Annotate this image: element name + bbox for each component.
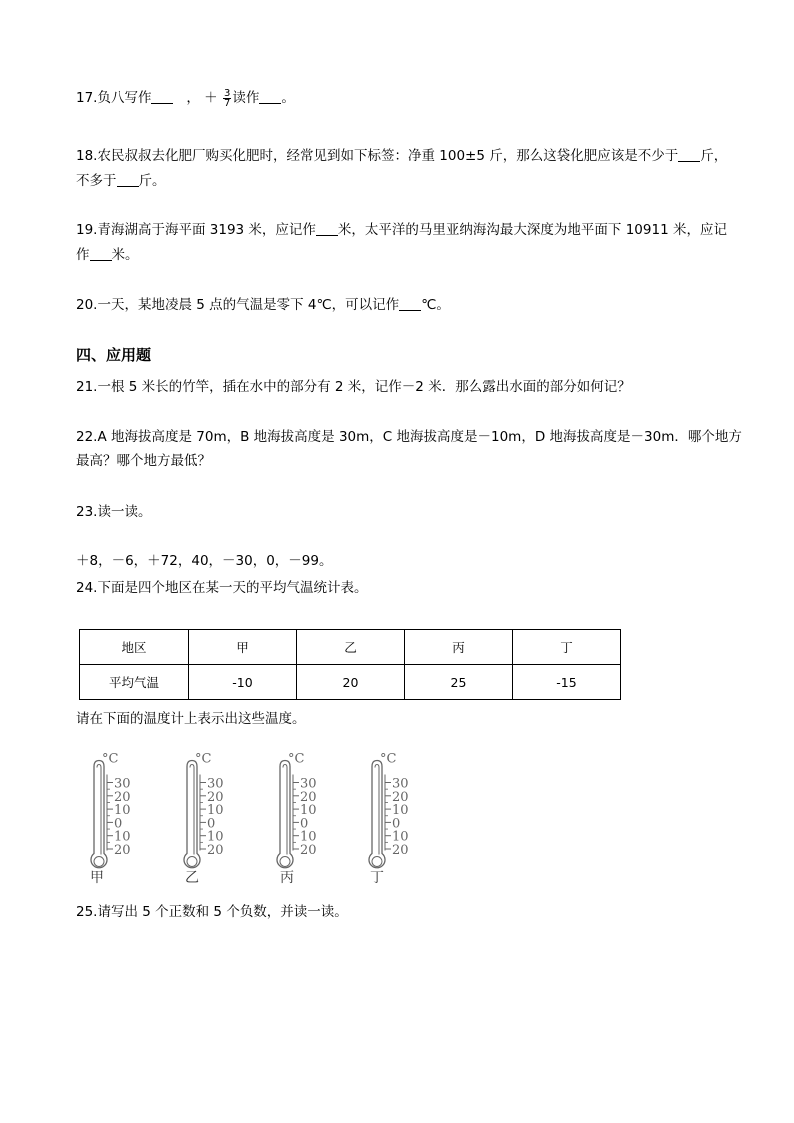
table-cell: 25: [405, 665, 513, 700]
scale-label: 30: [392, 776, 409, 792]
answer-blank[interactable]: [90, 246, 112, 261]
thermometer[interactable]: [88, 738, 168, 888]
scale-label: 10: [392, 829, 409, 845]
table-cell: 20: [297, 665, 405, 700]
scale-label: 20: [207, 843, 224, 858]
question-22-line-1: 22.A 地海拔高度是 70m，B 地海拔高度是 30m，C 地海拔高度是－10m，D 地海拔高度是－30m．哪个地方: [76, 429, 742, 445]
table-row: [80, 630, 621, 665]
question-19-line-1: 19.青海湖高于海平面 3193 米，应记作 米，太平洋的马里亚纳海沟最大深度为地平面下 10911 米，应记: [76, 222, 727, 238]
table-cell: -10: [189, 665, 297, 700]
thermometer-bore: [97, 765, 101, 855]
scale-label: 0: [114, 816, 123, 832]
question-17: 17.负八写作 ， ＋ $\frac{3}{7}$ 读作 。: [76, 87, 295, 109]
thermometer[interactable]: [366, 738, 446, 888]
scale-label: 20: [392, 789, 409, 805]
question-25: 25.请写出 5 个正数和 5 个负数，并读一读。: [76, 904, 348, 920]
question-20: 20.一天，某地凌晨 5 点的气温是零下 4℃，可以记作 ℃。: [76, 297, 450, 313]
unit-label: °C: [195, 751, 212, 767]
answer-blank[interactable]: [399, 296, 421, 311]
question-22-line-2: 最高？哪个地方最低？: [76, 453, 211, 469]
scale-label: 10: [207, 829, 224, 845]
thermometer-bulb: [280, 857, 290, 867]
question-23-title: 23.读一读。: [76, 504, 152, 520]
thermometer-tube: [91, 761, 107, 868]
thermometer-bore: [190, 765, 194, 855]
scale-label: 0: [392, 816, 401, 832]
scale-label: 10: [300, 829, 317, 845]
scale-label: 0: [300, 816, 309, 832]
scale-label: 10: [114, 829, 131, 845]
question-24-instruction: 请在下面的温度计上表示出这些温度。: [76, 711, 306, 727]
answer-blank[interactable]: [316, 221, 338, 236]
table-cell: -15: [513, 665, 621, 700]
fraction: $\frac{3}{7}$: [223, 87, 231, 109]
thermometer-label: 甲: [90, 870, 104, 886]
question-23-numbers: ＋8，－6，＋72，40，－30，0，－99。: [76, 553, 333, 569]
scale-label: 20: [114, 789, 131, 805]
thermometer[interactable]: [274, 738, 354, 888]
table-cell: 地区: [80, 630, 189, 665]
question-24-title: 24.下面是四个地区在某一天的平均气温统计表。: [76, 580, 368, 596]
table-cell: 乙: [297, 630, 405, 665]
question-21: 21.一根 5 米长的竹竿，插在水中的部分有 2 米，记作－2 米．那么露出水面的部分如何记？: [76, 379, 631, 395]
scale-label: 10: [392, 803, 409, 819]
question-18-line-2: 不多于 斤。: [76, 173, 166, 189]
scale-label: 0: [207, 816, 216, 832]
temperature-table: [79, 629, 621, 700]
table-row: [80, 665, 621, 700]
scale-label: 20: [207, 789, 224, 805]
scale-label: 20: [114, 843, 131, 858]
thermometer[interactable]: [181, 738, 261, 888]
thermometer-tube: [184, 761, 200, 868]
thermometer-bulb: [372, 857, 382, 867]
table-cell: 平均气温: [80, 665, 189, 700]
question-19-line-2: 作 米。: [76, 247, 139, 263]
thermometer-tube: [369, 761, 385, 868]
thermometer-bulb: [187, 857, 197, 867]
thermometer-tube: [277, 761, 293, 868]
answer-blank[interactable]: [678, 147, 700, 162]
unit-label: °C: [102, 751, 119, 767]
thermometer-bore: [283, 765, 287, 855]
section-title: 四、应用题: [76, 346, 152, 364]
thermometer-label: 乙: [185, 870, 199, 886]
table-cell: 丁: [513, 630, 621, 665]
answer-blank[interactable]: [259, 89, 281, 104]
scale-label: 10: [207, 803, 224, 819]
table-cell: 丙: [405, 630, 513, 665]
question-18-line-1: 18.农民叔叔去化肥厂购买化肥时，经常见到如下标签：净重 100±5 斤，那么这袋化肥应该是不少于 斤，: [76, 148, 728, 164]
unit-label: °C: [380, 751, 397, 767]
scale-label: 30: [207, 776, 224, 792]
scale-label: 20: [300, 789, 317, 805]
scale-label: 10: [114, 803, 131, 819]
answer-blank[interactable]: [117, 172, 139, 187]
scale-label: 20: [300, 843, 317, 858]
thermometer-bulb: [94, 857, 104, 867]
scale-label: 30: [114, 776, 131, 792]
thermometer-bore: [375, 765, 379, 855]
unit-label: °C: [288, 751, 305, 767]
thermometer-label: 丙: [280, 870, 294, 886]
thermometer-label: 丁: [370, 870, 384, 886]
scale-label: 20: [392, 843, 409, 858]
table-cell: 甲: [189, 630, 297, 665]
answer-blank[interactable]: [151, 89, 173, 104]
scale-label: 30: [300, 776, 317, 792]
scale-label: 10: [300, 803, 317, 819]
